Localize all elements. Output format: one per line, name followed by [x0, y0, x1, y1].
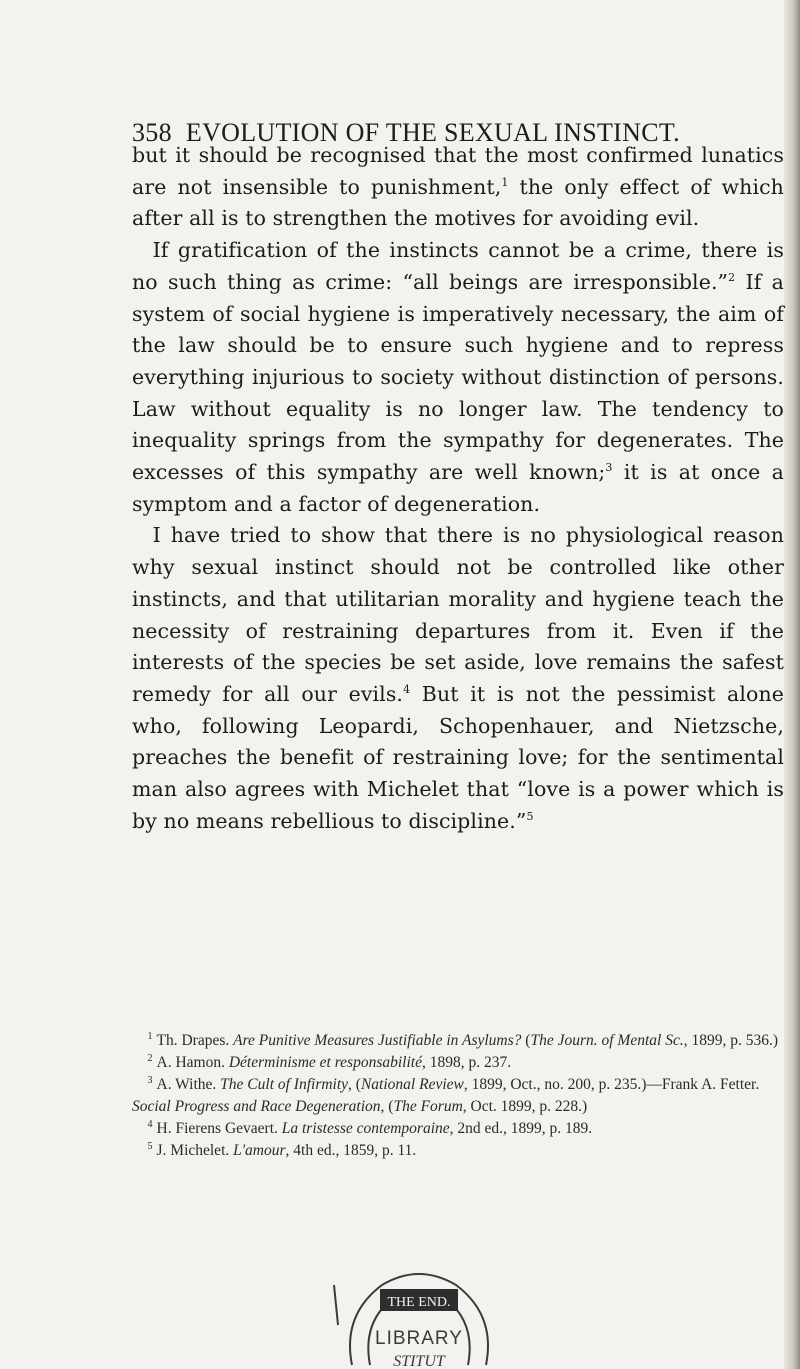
footnote-5-rest: , 4th ed., 1859, p. 11. — [285, 1142, 417, 1159]
footnote-4 — [132, 1118, 784, 1140]
footnote-3-title-2: Social Progress and Race Degeneration — [132, 1098, 381, 1115]
footnote-3-number: 3 — [147, 1074, 153, 1086]
paragraph-1-text-a: but it should be recognised that the most confirmed lunatics are not insensible to punishment, — [132, 143, 784, 199]
paragraph-3-text-b: But it is not the pessimist alone who, following Leopardi, Schopenhauer, and Nietzsche, preaches the benefit of restraining love; for the sentimental man also agrees with Michelet that “love is a power which is by no means rebellious to discipline.” — [132, 681, 784, 833]
footnote-2-rest: , 1898, p. 237. — [421, 1054, 512, 1071]
footnote-3-rest: , Oct. 1899, p. 228.) — [462, 1098, 588, 1115]
paragraph-1 — [132, 140, 784, 235]
library-stamp — [322, 1265, 516, 1369]
footnote-3-title: The Cult of Infirmity — [220, 1076, 349, 1093]
footnote-4-number: 4 — [147, 1118, 153, 1130]
footnote-5-number: 5 — [147, 1140, 153, 1152]
footnote-2-title: Déterminisme et responsabilité — [228, 1054, 422, 1071]
footnote-3-mid: , 1899, Oct., no. 200, p. 235.)—Frank A. Fetter. — [463, 1076, 760, 1093]
footnote-1-open: ( — [525, 1032, 531, 1049]
footnote-4-author: H. Fierens Gevaert. — [156, 1120, 278, 1137]
paragraph-3-text-a: I have tried to show that there is no physiological reason why sexual instinct should not be controlled like other instincts, and that utilitarian morality and hygiene teach the necessity of restraining departures from it. Even if the interests of the species be set aside, love remains the safest remedy for all our evils. — [132, 523, 784, 706]
page-number: 358 — [132, 118, 172, 147]
footnote-ref-3[interactable]: 3 — [605, 461, 613, 475]
running-title: EVOLUTION OF THE SEXUAL INSTINCT. — [185, 118, 680, 147]
footnote-5 — [132, 1140, 784, 1162]
footnote-5-title: L'amour — [233, 1142, 286, 1159]
footnote-ref-2[interactable]: 2 — [728, 270, 736, 284]
paragraph-1-text-b: the only effect of which after all is to strengthen the motives for avoiding evil. — [132, 174, 784, 231]
paragraph-2-text-b: If a system of social hygiene is imperatively necessary, the aim of the law should be to ensure such hygiene and to repress everything injurious to society without distinction of persons. Law without equality is no longer law. The tendency to inequality springs from the sympathy for degenerates. The excesses of this sympathy are well known; — [132, 269, 784, 485]
stamp-top-text: THE END. — [387, 1295, 451, 1310]
footnote-2-number: 2 — [147, 1052, 153, 1064]
footnote-2 — [132, 1052, 784, 1074]
footnote-4-rest: , 2nd ed., 1899, p. 189. — [449, 1120, 593, 1137]
stamp-bottom-text: STITUT — [393, 1353, 445, 1369]
footnote-1-rest: , 1899, p. 536.) — [683, 1032, 779, 1049]
footnote-ref-1[interactable]: 1 — [501, 175, 509, 189]
paragraph-2 — [132, 235, 784, 520]
footnote-ref-5[interactable]: 5 — [526, 809, 534, 823]
footnote-4-title: La tristesse contemporaine — [281, 1120, 450, 1137]
footnote-3-journal-2: The Forum — [393, 1098, 463, 1115]
footnote-5-author: J. Michelet. — [156, 1142, 230, 1159]
paragraph-2-text-a: If gratification of the instincts cannot be a crime, there is no such thing as crime: “all beings are irresponsible.” — [132, 238, 784, 294]
paragraph-3 — [132, 520, 784, 837]
stamp-outer-arc — [350, 1274, 488, 1365]
footnote-3-author: A. Withe. — [156, 1076, 217, 1093]
footnote-1-title: Are Punitive Measures Justifiable in Asylums? — [233, 1032, 522, 1049]
page-edge-shadow — [784, 0, 800, 1369]
footnote-2-author: A. Hamon. — [156, 1054, 225, 1071]
footnote-3-open-2: , ( — [380, 1098, 394, 1115]
footnote-ref-4[interactable]: 4 — [403, 683, 411, 697]
stamp-mark — [334, 1285, 338, 1325]
footnote-1-journal: The Journ. of Mental Sc. — [530, 1032, 684, 1049]
footnote-1-author: Th. Drapes. — [156, 1032, 230, 1049]
footnote-3-journal: National Review — [360, 1076, 464, 1093]
paragraph-2-text-c: it is at once a symptom and a factor of degeneration. — [132, 460, 784, 516]
footnote-1 — [132, 1030, 784, 1052]
footnote-3 — [132, 1074, 784, 1118]
footnote-3-open: , ( — [348, 1076, 361, 1093]
body-text — [132, 140, 784, 837]
footnotes — [132, 1030, 784, 1162]
stamp-library-text: LIBRARY — [375, 1328, 463, 1349]
footnote-1-number: 1 — [147, 1030, 153, 1042]
